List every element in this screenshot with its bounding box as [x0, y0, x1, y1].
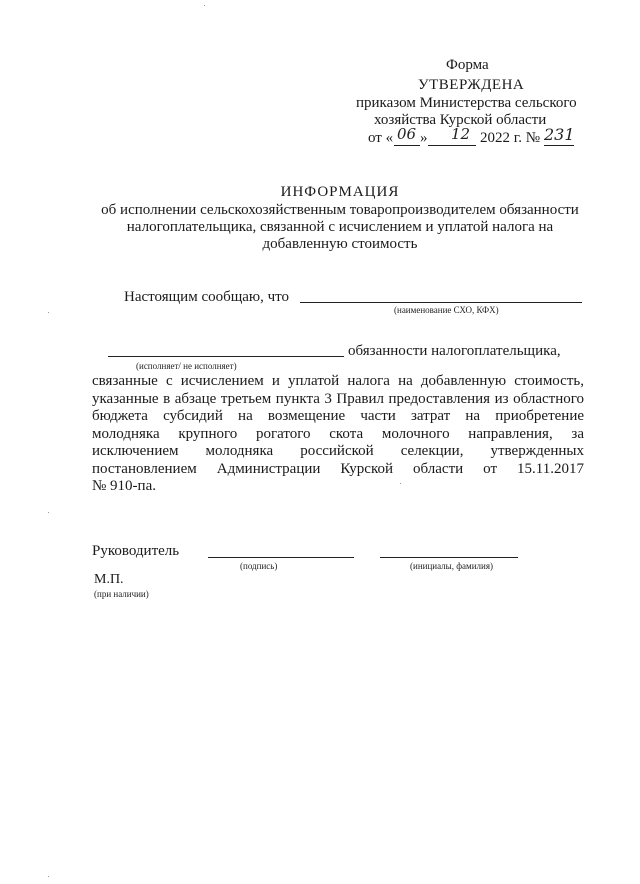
title-line-2: налогоплательщика, связанной с исчислением и уплатой налога на [126, 219, 554, 235]
body-line: постановлением Администрации Курской области от 15.11.2017 [92, 460, 584, 477]
approved-label: УТВЕРЖДЕНА [418, 77, 525, 93]
date-day: 06 [397, 125, 417, 143]
stamp-hint: (при наличии) [94, 589, 149, 599]
order-number: 231 [544, 125, 575, 144]
title-line-3: добавленную стоимость [262, 236, 418, 252]
date-year-number-label: 2022 г. № [480, 130, 541, 146]
scan-speck [48, 512, 49, 513]
signature-field[interactable] [208, 557, 354, 558]
initials-field[interactable] [380, 557, 518, 558]
date-month: 12 [451, 125, 471, 143]
body-line: № 910-па. [92, 478, 156, 494]
fulfillment-field[interactable] [108, 356, 344, 357]
stamp-label: М.П. [94, 572, 124, 587]
signature-hint: (подпись) [240, 561, 278, 571]
head-label: Руководитель [92, 543, 180, 559]
month-underline [428, 145, 476, 146]
scan-speck [400, 483, 401, 484]
body-line: молодняка крупного рогатого скота молочного направления, за [92, 425, 584, 442]
body-paragraph [92, 373, 584, 496]
fulfillment-hint: (исполняет/ не исполняет) [136, 361, 237, 371]
date-quote-close: » [420, 130, 428, 146]
scan-speck [48, 312, 49, 313]
organization-name-hint: (наименование СХО, КФХ) [394, 305, 499, 315]
title-line-1: об исполнении сельскохозяйственным товаропроизводителем обязанности [101, 202, 579, 218]
document-title: ИНФОРМАЦИЯ [280, 184, 400, 200]
body-line: связанные с исчислением и уплатой налога на добавленную стоимость, [92, 373, 584, 389]
organization-name-field[interactable] [300, 302, 582, 303]
body-line: бюджета субсидий на возмещение части затрат на приобретение [92, 408, 584, 424]
initials-hint: (инициалы, фамилия) [410, 561, 493, 571]
body-line: исключением молодняка российской селекции, утвержденных [92, 443, 584, 459]
day-underline [394, 145, 420, 146]
obligation-text: обязанности налогоплательщика, [348, 343, 561, 359]
form-label: Форма [446, 57, 489, 73]
number-underline [544, 145, 574, 146]
scan-speck [48, 876, 49, 877]
statement-prefix: Настоящим сообщаю, что [124, 289, 290, 305]
ministry-line: хозяйства Курской области [374, 112, 547, 128]
scan-speck [204, 5, 205, 6]
order-line: приказом Министерства сельского [356, 95, 577, 111]
body-line: указанные в абзаце третьем пункта 3 Правил предоставления из областного [92, 390, 584, 407]
date-prefix: от « [368, 130, 394, 146]
